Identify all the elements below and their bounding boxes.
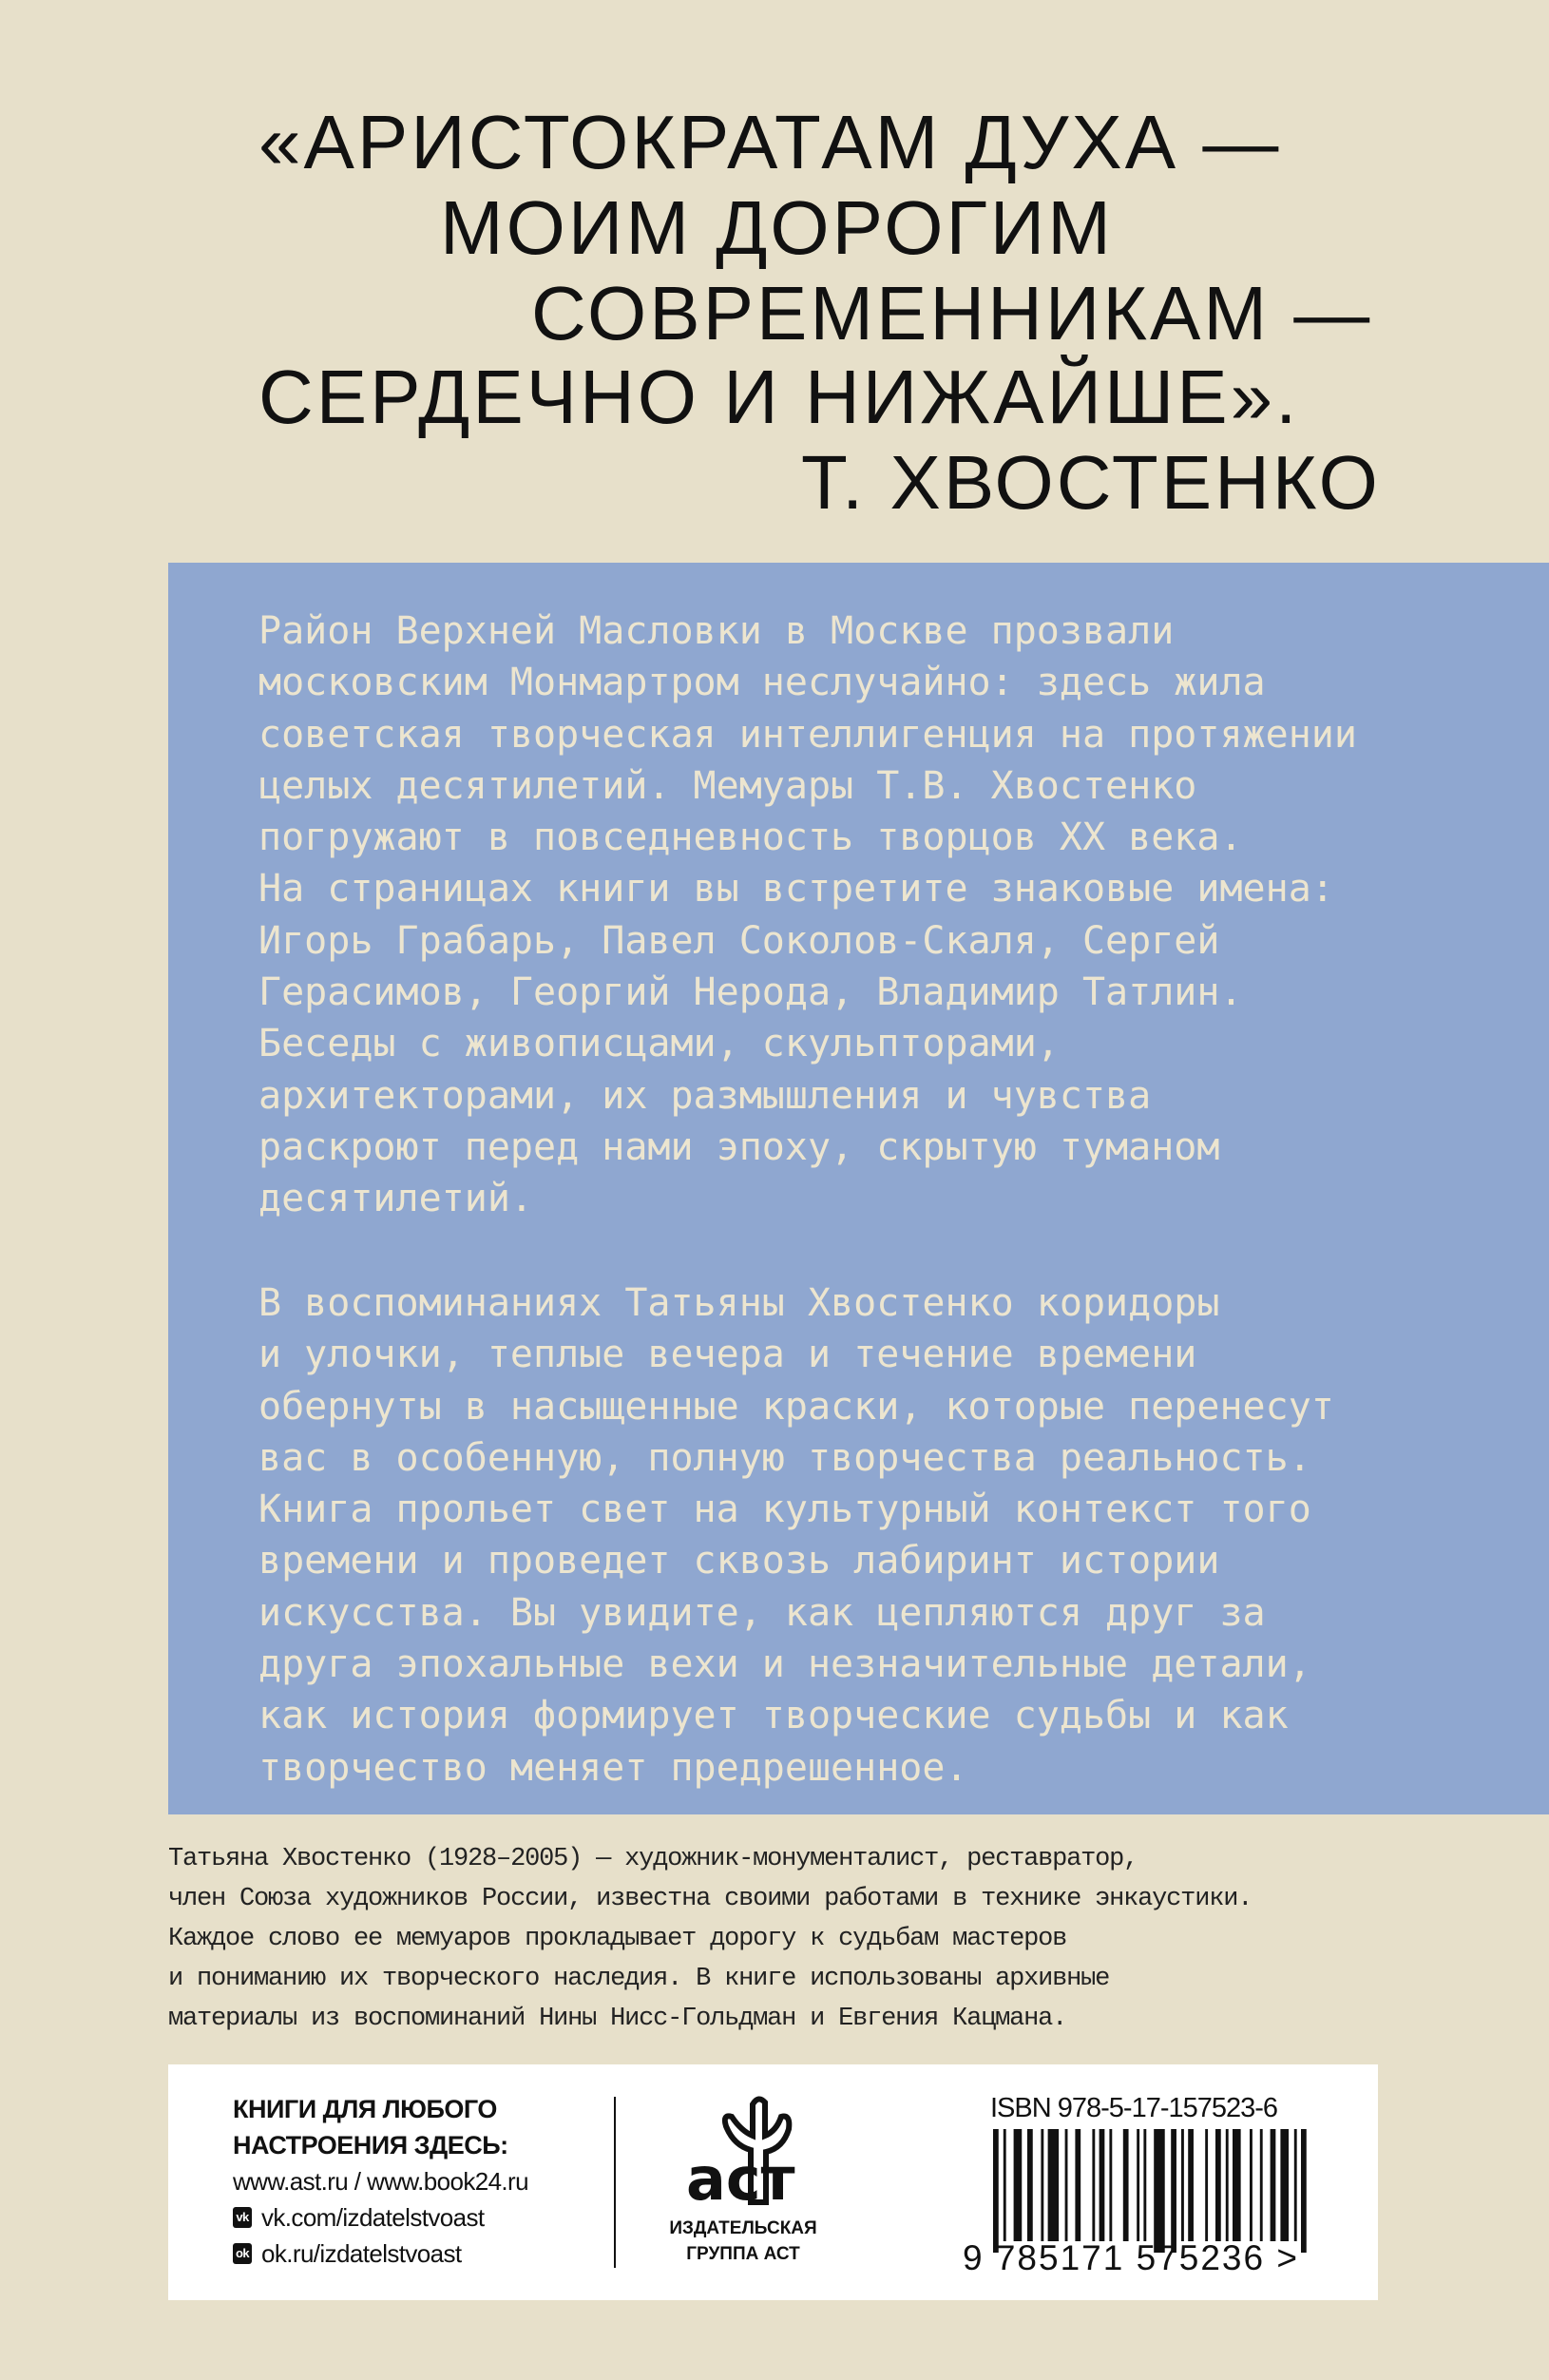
barcode-bar [1048, 2129, 1060, 2241]
barcode-icon [993, 2129, 1330, 2253]
barcode-bar [1181, 2129, 1184, 2241]
ast-cactus-logo-icon [677, 2093, 810, 2212]
barcode-bar [1137, 2129, 1139, 2241]
text-line: раскроют перед нами эпоху, скрытую туманом [258, 1124, 1220, 1169]
text-line: десятилетий. [258, 1177, 533, 1221]
barcode-bar [1294, 2129, 1297, 2241]
ok-link-text: ok.ru/izdatelstvoast [261, 2239, 462, 2268]
text-line: советская творческая интеллигенция на протяжении [258, 712, 1357, 757]
barcode-bar [1075, 2129, 1080, 2241]
text-line: Игорь Грабарь, Павел Соколов-Скаля, Сергей [258, 918, 1220, 963]
annotation-box [168, 563, 1549, 1814]
barcode-bar [1014, 2129, 1023, 2241]
text-line: как история формирует творческие судьбы и как [258, 1694, 1289, 1738]
barcode-bar [1260, 2129, 1263, 2241]
isbn-number: ISBN 978-5-17-157523-6 [990, 2093, 1278, 2123]
barcode-bar [1109, 2129, 1112, 2241]
annotation-paragraph-1 [258, 605, 1494, 1225]
author-bio [168, 1839, 1252, 2039]
quote-line: СОВРЕМЕННИКАМ — [531, 271, 1373, 355]
text-line: Татьяна Хвостенко (1928–2005) — художник-монументалист, реставратор, [168, 1845, 1138, 1873]
text-line: Район Верхней Масловки в Москве прозвали [258, 609, 1175, 653]
barcode-bar [1215, 2129, 1221, 2241]
barcode-bar [1205, 2129, 1208, 2241]
text-line: друга эпохальные вехи и незначительные детали, [258, 1642, 1311, 1687]
text-line: Книга прольет свет на культурный контекст того [258, 1488, 1311, 1532]
text-line: московским Монмартром неслучайно: здесь жила [258, 661, 1266, 705]
text-line: На страницах книги вы встретите знаковые имена: [258, 867, 1334, 912]
barcode-bar [1100, 2129, 1105, 2241]
barcode-bar [1280, 2129, 1289, 2241]
barcode-bar [1065, 2129, 1068, 2241]
divider [614, 2097, 616, 2268]
quote-line: МОИМ ДОРОГИМ [440, 185, 1114, 270]
publisher-panel [168, 2064, 1378, 2300]
text-line: творчество меняет предрешенное. [258, 1745, 968, 1790]
barcode-bar [1226, 2129, 1229, 2241]
promo-sites-link[interactable]: www.ast.ru / www.book24.ru [233, 2167, 528, 2196]
text-line: В воспоминаниях Татьяны Хвостенко коридоры [258, 1281, 1220, 1325]
barcode-bar [1301, 2129, 1307, 2253]
promo-block [233, 2091, 528, 2272]
text-line: Каждое слово ее мемуаров прокладывает дорогу к судьбам мастеров [168, 1925, 1067, 1953]
barcode-bar [993, 2129, 999, 2253]
publisher-caption: ГРУППА АСТ [686, 2244, 800, 2264]
barcode-bar [1188, 2129, 1194, 2241]
barcode-bar [1233, 2129, 1241, 2241]
vk-link[interactable] [233, 2199, 528, 2236]
text-line: и пониманию их творческого наследия. В книге использованы архивные [168, 1965, 1110, 1993]
barcode-bar [1154, 2129, 1165, 2253]
barcode-bar [1271, 2129, 1276, 2241]
promo-heading: КНИГИ ДЛЯ ЛЮБОГО [233, 2095, 497, 2123]
vk-icon: vk [233, 2207, 252, 2228]
text-line: времени и проведет сквозь лабиринт истории [258, 1539, 1220, 1583]
barcode-bar [1123, 2129, 1129, 2241]
barcode-bar [1004, 2129, 1006, 2241]
ok-link[interactable] [233, 2236, 528, 2272]
text-line: Беседы с живописцами, скульпторами, [258, 1022, 1060, 1066]
publisher-caption: ИЗДАТЕЛЬСКАЯ [669, 2218, 817, 2238]
barcode-bar [1143, 2129, 1146, 2241]
quote-line: «АРИСТОКРАТАМ ДУХА — [258, 100, 1282, 184]
barcode-bar [1041, 2129, 1043, 2241]
text-line: обернуты в насыщенные краски, которые перенесут [258, 1384, 1334, 1429]
text-line: вас в особенную, полную творчества реальность. [258, 1435, 1311, 1480]
quote-line: СЕРДЕЧНО И НИЖАЙШЕ». [258, 355, 1300, 439]
annotation-paragraph-2 [258, 1277, 1494, 1794]
text-line: погружают в повседневность творцов XX века. [258, 816, 1243, 860]
barcode-bar [1171, 2129, 1176, 2253]
ean-digits: 9 785171 575236 > [963, 2238, 1299, 2277]
odnoklassniki-icon: ok [233, 2243, 252, 2264]
text-line: Герасимов, Георгий Нерода, Владимир Татлин. [258, 970, 1243, 1015]
logo-text: аст [686, 2144, 795, 2212]
barcode-bar [1027, 2129, 1033, 2241]
text-line: искусства. Вы увидите, как цепляются друг за [258, 1590, 1266, 1635]
text-line: материалы из воспоминаний Нины Нисс-Гольдман и Евгения Кацмана. [168, 2005, 1067, 2033]
text-line: архитекторами, их размышления и чувства [258, 1073, 1152, 1118]
text-line: член Союза художников России, известна своими работами в технике энкаустики. [168, 1885, 1253, 1913]
promo-heading: НАСТРОЕНИЯ ЗДЕСЬ: [233, 2131, 508, 2159]
text-line: целых десятилетий. Мемуары Т.В. Хвостенко [258, 763, 1197, 808]
vk-link-text: vk.com/izdatelstvoast [261, 2203, 485, 2232]
quote-author: Т. ХВОСТЕНКО [801, 440, 1381, 525]
ast-logo [648, 2093, 838, 2267]
barcode-bar [1092, 2129, 1095, 2241]
barcode-bar [1250, 2129, 1253, 2241]
text-line: и улочки, теплые вечера и течение времени [258, 1333, 1197, 1377]
